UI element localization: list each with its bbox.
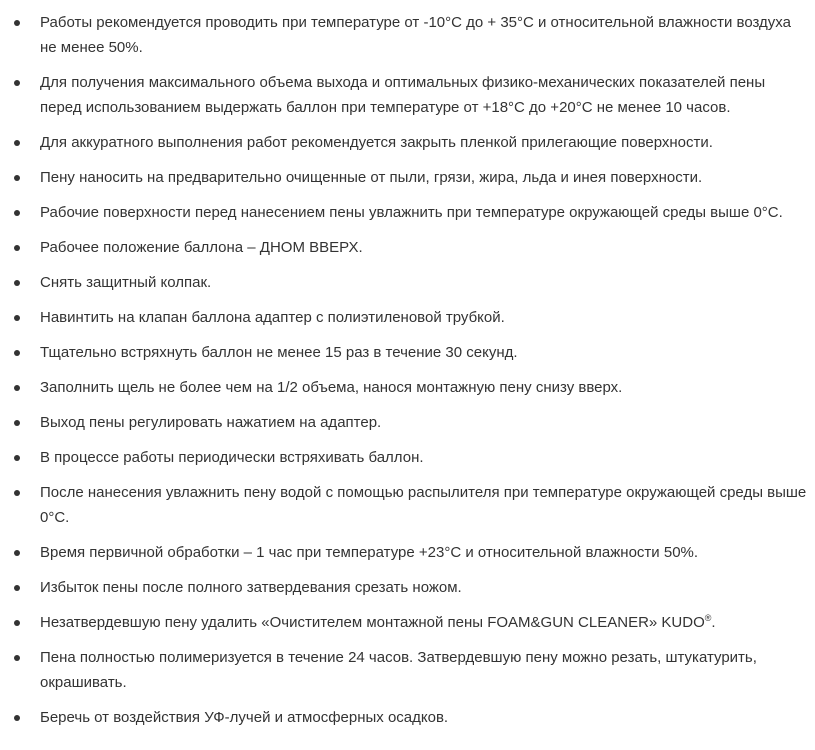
list-item-text: Навинтить на клапан баллона адаптер с полиэтиленовой трубкой.	[40, 309, 505, 326]
bullet-icon	[14, 550, 20, 556]
bullet-icon	[14, 385, 20, 391]
trademark-symbol: ®	[704, 613, 712, 623]
list-item	[0, 575, 815, 600]
list-item	[0, 305, 815, 330]
list-item	[0, 645, 815, 695]
list-item-text: Снять защитный колпак.	[40, 274, 212, 291]
list-item-text: Беречь от воздействия УФ-лучей и атмосферных осадков.	[40, 709, 449, 726]
list-item-text: Выход пены регулировать нажатием на адаптер.	[40, 414, 382, 431]
bullet-icon	[14, 420, 20, 426]
list-item	[0, 10, 815, 60]
list-item-end-period: .	[711, 614, 716, 631]
list-item	[0, 165, 815, 190]
list-item-text: Тщательно встряхнуть баллон не менее 15 раз в течение 30 секунд.	[40, 344, 518, 361]
bullet-icon	[14, 80, 20, 86]
list-item	[0, 70, 815, 120]
list-item-text: Для получения максимального объема выхода и оптимальных физико-механических показателей пены перед использованием выдержать баллон при температуре от +18°C до +20°C не менее 10 часов.	[40, 74, 766, 116]
list-item-text: Пена полностью полимеризуется в течение 24 часов. Затвердевшую пену можно резать, штукатурить, окрашивать.	[40, 649, 757, 691]
bullet-icon	[14, 585, 20, 591]
list-item	[0, 130, 815, 155]
bullet-icon	[14, 175, 20, 181]
list-item-text: Избыток пены после полного затвердевания срезать ножом.	[40, 579, 462, 596]
bullet-icon	[14, 490, 20, 496]
list-item	[0, 540, 815, 565]
list-item-text: Заполнить щель не более чем на 1/2 объема, нанося монтажную пену снизу вверх.	[40, 379, 623, 396]
list-item	[0, 610, 815, 635]
list-item-text: Пену наносить на предварительно очищенные от пыли, грязи, жира, льда и инея поверхности.	[40, 169, 703, 186]
bullet-icon	[14, 280, 20, 286]
list-item	[0, 270, 815, 295]
bullet-icon	[14, 350, 20, 356]
bullet-icon	[14, 210, 20, 216]
bullet-icon	[14, 20, 20, 26]
bullet-icon	[14, 140, 20, 146]
list-item	[0, 340, 815, 365]
bullet-icon	[14, 620, 20, 626]
list-item-text: Для аккуратного выполнения работ рекомендуется закрыть пленкой прилегающие поверхности.	[40, 134, 713, 151]
bullet-icon	[14, 315, 20, 321]
list-item-text: В процессе работы периодически встряхивать баллон.	[40, 449, 424, 466]
list-item	[0, 235, 815, 260]
list-item	[0, 200, 815, 225]
list-item-text: Работы рекомендуется проводить при температуре от -10°C до + 35°C и относительной влажности воздуха не менее 50%.	[40, 14, 791, 56]
bullet-icon	[14, 715, 20, 721]
list-item-text: Незатвердевшую пену удалить «Очистителем монтажной пены FOAM&GUN CLEANER» KUDO	[40, 614, 705, 631]
bullet-icon	[14, 245, 20, 251]
list-item-text: Рабочие поверхности перед нанесением пены увлажнить при температуре окружающей среды выше 0°C.	[40, 204, 783, 221]
list-item-text: После нанесения увлажнить пену водой с помощью распылителя при температуре окружающей среды выше 0°C.	[40, 484, 807, 526]
list-item	[0, 410, 815, 435]
list-item	[0, 705, 815, 730]
list-item	[0, 375, 815, 400]
list-item	[0, 445, 815, 470]
bullet-icon	[14, 655, 20, 661]
list-item-text: Рабочее положение баллона – ДНОМ ВВЕРХ.	[40, 239, 363, 256]
bullet-icon	[14, 455, 20, 461]
list-item	[0, 480, 815, 530]
list-item-text: Время первичной обработки – 1 час при температуре +23°C и относительной влажности 50%.	[40, 544, 699, 561]
